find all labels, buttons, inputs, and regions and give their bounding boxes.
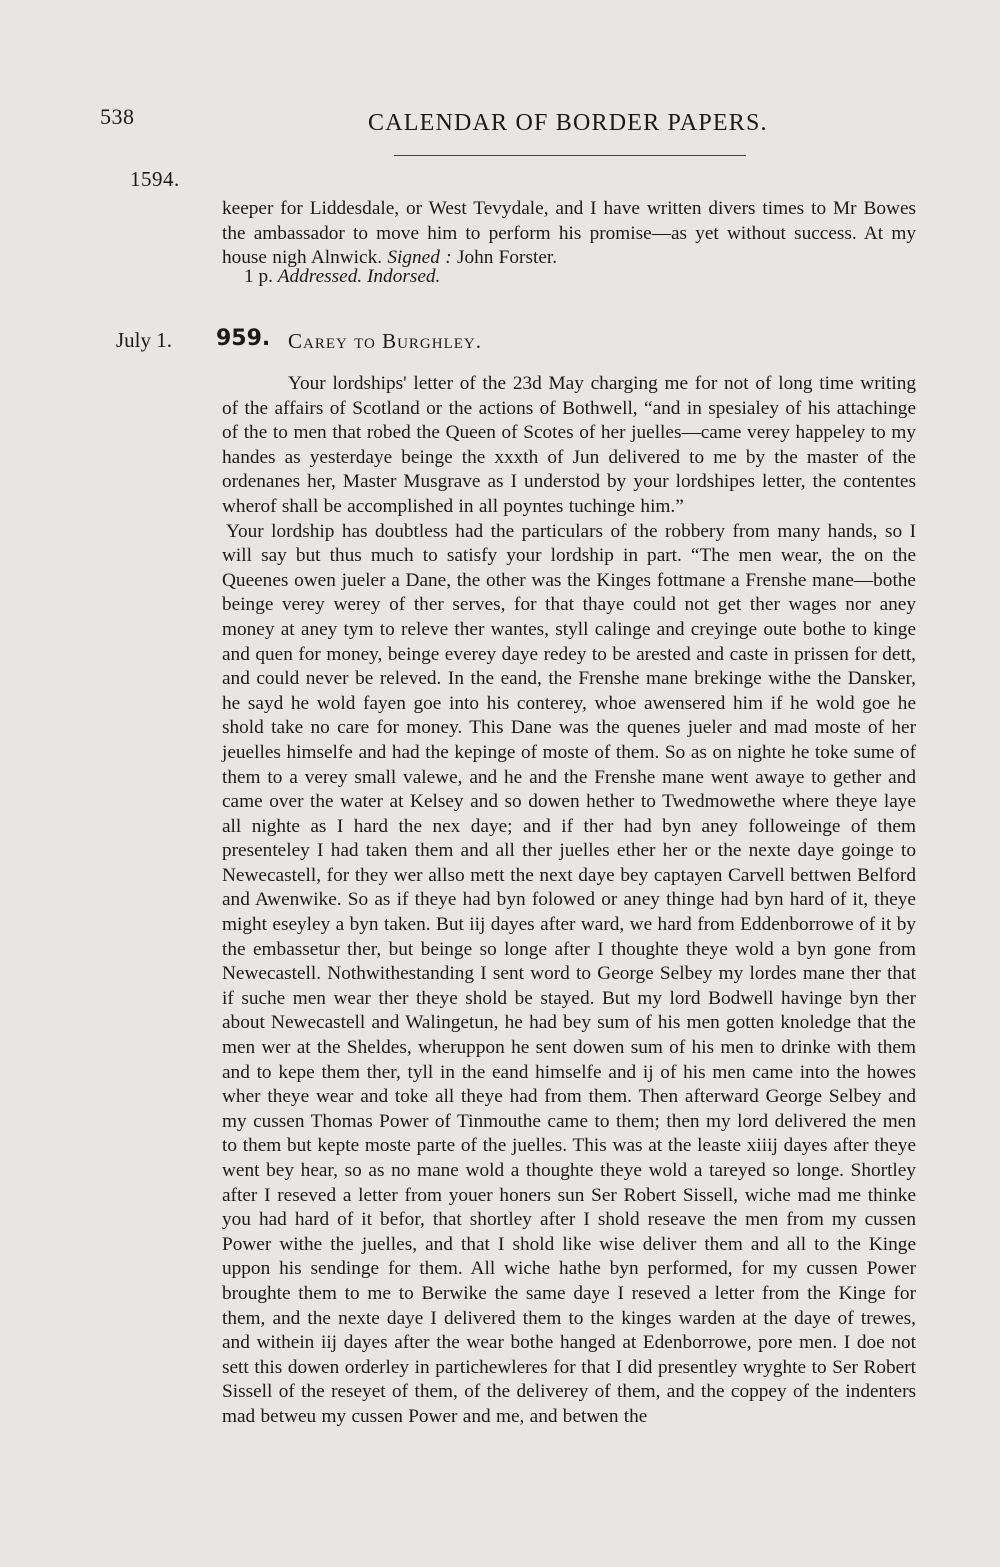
note-rest: Addressed. Indorsed. <box>277 266 441 287</box>
page-number: 538 <box>100 104 135 129</box>
letter-paragraph-1: Your lordships' letter of the 23d May charging me for not of long time writing of the affairs of Scotland or the actions of Bothwell, “and in spesialey of his attachinge of the to men that robed the Queen of Scotes of her juelles—came verey happeley to my handes as yesterdaye beinge the xxxth of Jun delivered to me by the master of the ordenanes her, Master Musgrave as I understod by your lordshipes letter, the contentes wherof shall be accomplished in all poyntes tuchinge him.” <box>222 373 916 517</box>
continuation-text <box>222 197 916 271</box>
document-note <box>244 266 440 288</box>
note-pages: 1 p. <box>244 266 273 287</box>
letter-paragraph-2: Your lordship has doubtless had the particulars of the robbery from many hands, so I will say but thus much to satisfy your lordship in part. “The men wear, the on the Queenes owen jueler a Dane, the other was the Kinges fottmane a Frenshe mane—bothe beinge verey werey of ther serves, for that thaye could not get ther wages nor aney money at aney tym to releve ther wantes, styll calinge and creyinge oute bothe to kinge and quen for money, beinge everey daye redey to be arested and caste in prissen for dett, and could never be releved. In the eand, the Frenshe mane brekinge withe the Dansker, he sayd he wold fayen goe into his conterey, whoe awensered him if he wold goe he shold take no care for money. This Dane was the quenes jueler and mad moste of her jeuelles himselfe and had the kepinge of moste of them. So as on nighte he toke sume of them to a verey small valewe, and he and the Frenshe mane went awaye to gether and came over the water at Kelsey and so dowen hether to Twedmowethe where theye laye all nighte as I hard the nex daye; and if ther had byn aney followeinge of them presenteley I had taken them and all ther juelles ether her or the nexte daye goinge to Newecastell, for they wer allso mett the next daye bey captayen Carvell bettwen Belford and Awenwike. So as if theye had byn folowed or aney thinge had byn hard of it, theye might eseyley a byn taken. But iij dayes after ward, we hard from Eddenborrowe of it by the embassetur ther, but beinge so longe after I thoughte theye wold a byn gone from Newecastell. Nothwithestanding I sent word to George Selbey my lordes mane ther that if suche men wear ther theye shold be stayed. But my lord Bodwell havinge byn ther about Newecastell and Walingetun, he had bey sum of his men gotten knoledge that the men wer at the Sheldes, wheruppon he sent dowen sum of his men to drinke with them and to kepe them ther, tyll in the eand himselfe and ij of his men came into the howes wher theye wear and toke all theye had from them. Then afterward George Selbey and my cussen Thomas Power of Tinmouthe came to them; then my lord delivered the men to them but kepte moste parte of the juelles. This was at the leaste xiiij dayes after theye went bey hear, so as no mane wold a thoughte theye wold a tareyed so longe. Shortley after I reseved a letter from youer honers sun Ser Robert Sissell, wiche mad me thinke you had hard of it befor, that shortley after I shold reseave the men from my cussen Power withe the juelles, and that I shold like wise deliver them and all to the Kinge uppon his sendinge for them. All wiche hathe byn performed, for my cussen Power broughte them to me to Berwike the same daye I reseved a letter from the Kinge for them, and the nexte daye I delivered them to the kinges warden at the daye of trewes, and withein iij dayes after the wear bothe hanged at Edenborrowe, pore men. I doe not sett this dowen orderley in partichewleres for that I did presentley wryghte to Ser Robert Sissell of the reseyet of them, of the deliverey of them, and the coppey of the indenters mad betweu my cussen Power and me, and betwen the <box>222 520 916 1427</box>
continuation-paragraph <box>222 197 916 271</box>
letter-body <box>222 372 916 1430</box>
entry-title: Carey to Burghley. <box>288 329 482 353</box>
entry-number: 959. <box>216 326 271 351</box>
signed-name: John Forster. <box>456 247 558 269</box>
header-rule <box>394 155 746 156</box>
continuation-body: keeper for Liddesdale, or West Tevydale, and I have written divers times to Mr Bowes the ambassador to move him to perform his promise—as yet without success. At my house nigh Alnwick. <box>222 198 916 269</box>
margin-year: 1594. <box>130 167 180 191</box>
running-title: CALENDAR OF BORDER PAPERS. <box>368 110 768 136</box>
entry-date: July 1. <box>116 328 173 352</box>
signed-label: Signed : <box>387 247 452 269</box>
